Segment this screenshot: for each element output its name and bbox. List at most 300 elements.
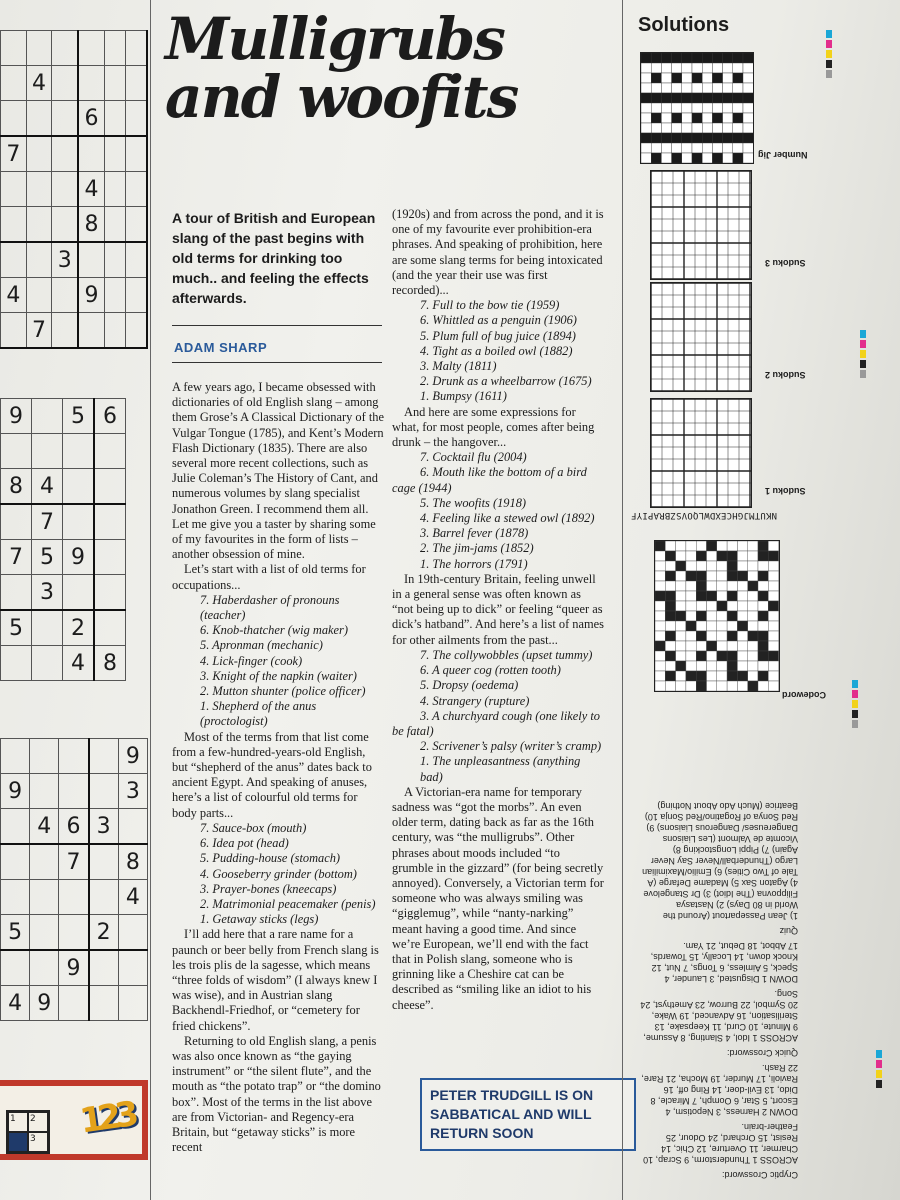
codeword-cell bbox=[748, 681, 758, 691]
paragraph: Most of the terms from that list come from a few-hundred-years-old English, but “shepherd of the anus” dates back to ancient Egypt. And speaking of anuses, here’s a list of colourful old terms for body parts... bbox=[172, 729, 372, 820]
codeword-cell bbox=[727, 571, 737, 581]
list-item: 2. Drunk as a wheelbarrow (1675) bbox=[420, 374, 592, 389]
number-jig-cell bbox=[743, 113, 753, 123]
number-jig-cell bbox=[723, 103, 733, 113]
number-jig-cell bbox=[723, 63, 733, 73]
number-jig-cell bbox=[682, 103, 692, 113]
list-item: 1. Shepherd of the anus (proctologist) bbox=[200, 699, 317, 729]
number-jig-cell bbox=[651, 153, 661, 163]
sudoku-cell bbox=[63, 575, 95, 611]
codeword-cell bbox=[748, 641, 758, 651]
list-item: 3. Malty (1811) bbox=[420, 359, 497, 374]
codeword-cell bbox=[768, 641, 778, 651]
codeword-cell bbox=[748, 661, 758, 671]
number-jig-cell bbox=[702, 133, 712, 143]
solution-entry: Quick Crossword: bbox=[726, 1048, 798, 1058]
codeword-cell bbox=[717, 591, 727, 601]
codeword-cell bbox=[748, 561, 758, 571]
number-jig-cell bbox=[733, 103, 743, 113]
solution-entry: 1) Jean Passepartout (Around the World in 80 Days) 2) Nastasya Filippovna (The Idiot) 3) Dr Stangelove 4) Agaton Sax 5) Madame Defarge (A Tale of Two Cities) 6) Emilio/Maximilian Largo (Thunderball/Never Say Never Again) 7) Pippi Longstocking 8) Vicomte de Valmont (Les Liaisons Dangereuses/ Dangerous Liaisons) 9) Red Sonya of Rogatino/Red Sonja 10) Beatrice (Much Ado About Nothing) bbox=[642, 801, 798, 921]
codeword-cell bbox=[768, 681, 778, 691]
codeword-cell bbox=[768, 631, 778, 641]
mini-grid-cell: 2 bbox=[28, 1112, 48, 1132]
sudoku-cell bbox=[32, 646, 63, 681]
codeword-cell bbox=[655, 601, 665, 611]
sudoku-cell bbox=[118, 809, 147, 845]
codeword-cell bbox=[686, 651, 696, 661]
list-item: 6. Knob-thatcher (wig maker) bbox=[200, 623, 348, 638]
sudoku-cell bbox=[59, 739, 89, 774]
codeword-cell bbox=[758, 591, 768, 601]
codeword-cell bbox=[717, 571, 727, 581]
list-item: 1. Getaway sticks (legs) bbox=[200, 912, 319, 927]
number-jig-cell bbox=[712, 143, 722, 153]
sudoku-cell bbox=[78, 313, 104, 349]
codeword-cell bbox=[727, 581, 737, 591]
codeword-cell bbox=[737, 571, 747, 581]
sudoku-cell bbox=[118, 915, 147, 951]
solution-label: Number Jig bbox=[758, 150, 808, 160]
sudoku-cell bbox=[125, 136, 147, 172]
sudoku-grid-3 bbox=[0, 738, 148, 1021]
sudoku-cell bbox=[125, 31, 147, 66]
codeword-cell bbox=[768, 551, 778, 561]
number-jig-cell bbox=[672, 73, 682, 83]
number-jig-cell bbox=[661, 103, 671, 113]
number-jig-cell bbox=[712, 123, 722, 133]
sudoku-grid-2 bbox=[0, 398, 126, 681]
paragraph: I’ll add here that a rare name for a paunch or beer belly from French slang is les trois plis de la sagesse, which means “three folds of wisdom” (I always knew I was wise), and in Austrian slang Backhendl-Friedhof, or “cemetery for fried chickens”. bbox=[172, 927, 379, 1033]
sudoku-cell: 8 bbox=[1, 469, 32, 505]
codeword-cell bbox=[665, 611, 675, 621]
sudoku-cell bbox=[1, 172, 27, 207]
sudoku-cell bbox=[30, 844, 59, 880]
number-jig-cell bbox=[692, 103, 702, 113]
sudoku-cell: 2 bbox=[63, 610, 95, 646]
codeword-cell bbox=[737, 611, 747, 621]
sudoku-cell bbox=[104, 66, 125, 101]
sudoku-cell: 5 bbox=[63, 399, 95, 434]
list-item: 1. The horrors (1791) bbox=[420, 556, 528, 571]
number-jig-cell bbox=[702, 53, 712, 63]
number-jig-cell bbox=[672, 93, 682, 103]
number-jig-cell bbox=[661, 113, 671, 123]
article-title bbox=[165, 5, 605, 131]
sudoku-cell: 6 bbox=[78, 101, 104, 137]
codeword-cell bbox=[748, 651, 758, 661]
column-rule bbox=[622, 0, 623, 1200]
sudoku-1-solution bbox=[650, 398, 752, 508]
sudoku-cell bbox=[78, 31, 104, 66]
list-item: 6. Whittled as a penguin (1906) bbox=[420, 313, 577, 328]
sudoku-cell bbox=[94, 469, 126, 505]
sudoku-strip bbox=[0, 0, 148, 1200]
sudoku-cell bbox=[26, 172, 52, 207]
codeword-cell bbox=[737, 631, 747, 641]
sudoku-cell bbox=[1, 101, 27, 137]
sudoku-cell bbox=[1, 242, 27, 278]
codeword-cell bbox=[686, 671, 696, 681]
sudoku-cell bbox=[52, 172, 78, 207]
mini-grid-cell bbox=[8, 1132, 28, 1152]
number-jig-cell bbox=[672, 113, 682, 123]
number-jig-cell bbox=[661, 63, 671, 73]
codeword-cell bbox=[696, 561, 706, 571]
number-jig-cell bbox=[692, 113, 702, 123]
codeword-cell bbox=[727, 671, 737, 681]
codeword-cell bbox=[707, 661, 717, 671]
solution-entry: DOWN 1 Disgusted, 3 Launder, 4 Speck, 5 Aimless, 6 Tongs, 7 Nut, 12 Knock down, 14 Locally, 15 Towards, 17 Abbot, 18 Debut, 21 Yam. bbox=[650, 941, 798, 984]
codeword-cell bbox=[727, 551, 737, 561]
codeword-cell bbox=[758, 551, 768, 561]
sudoku-cell bbox=[30, 880, 59, 915]
codeword-cell bbox=[676, 581, 686, 591]
codeword-cell bbox=[686, 581, 696, 591]
divider bbox=[172, 362, 382, 363]
number-jig-cell bbox=[712, 83, 722, 93]
codeword-cell bbox=[737, 641, 747, 651]
sudoku-cell bbox=[1, 66, 27, 101]
number-jig-cell bbox=[743, 63, 753, 73]
codeword-cell bbox=[768, 651, 778, 661]
list-item: 5. Apronman (mechanic) bbox=[200, 638, 323, 653]
codeword-cell bbox=[665, 551, 675, 561]
codeword-cell bbox=[717, 641, 727, 651]
sudoku-cell bbox=[125, 278, 147, 313]
number-jig-cell bbox=[641, 153, 651, 163]
sudoku-cell: 9 bbox=[63, 540, 95, 575]
codeword-cell bbox=[717, 601, 727, 611]
sudoku-cell: 9 bbox=[59, 950, 89, 986]
number-jig-cell bbox=[641, 53, 651, 63]
number-jig-cell bbox=[743, 93, 753, 103]
codeword-cell bbox=[717, 541, 727, 551]
codeword-cell bbox=[696, 591, 706, 601]
column-rule bbox=[150, 0, 151, 1200]
codeword-cell bbox=[758, 571, 768, 581]
sudoku-cell bbox=[52, 66, 78, 101]
number-jig-cell bbox=[743, 53, 753, 63]
sudoku-cell: 6 bbox=[59, 809, 89, 845]
codeword-cell bbox=[768, 611, 778, 621]
codeword-cell bbox=[655, 661, 665, 671]
sudoku-cell bbox=[104, 101, 125, 137]
sudoku-cell bbox=[32, 434, 63, 469]
sudoku-cell bbox=[26, 278, 52, 313]
codeword-cell bbox=[727, 601, 737, 611]
codeword-cell bbox=[655, 641, 665, 651]
number-jig-cell bbox=[682, 63, 692, 73]
number-jig-cell bbox=[712, 153, 722, 163]
number-jig-cell bbox=[692, 153, 702, 163]
number-jig-cell bbox=[682, 113, 692, 123]
codeword-cell bbox=[665, 581, 675, 591]
codeword-cell bbox=[696, 611, 706, 621]
codeword-cell bbox=[737, 661, 747, 671]
list-item: 6. Mouth like the bottom of a bird cage (1944) bbox=[392, 465, 587, 495]
byline: ADAM SHARP bbox=[174, 340, 268, 355]
number-jig-cell bbox=[702, 153, 712, 163]
sudoku-cell bbox=[59, 774, 89, 809]
list-item: 2. Scrivener’s palsy (writer’s cramp) bbox=[420, 739, 602, 754]
list-item: 1. The unpleasantness (anything bad) bbox=[420, 754, 581, 784]
print-registration-marks bbox=[852, 680, 858, 730]
sudoku-cell bbox=[125, 101, 147, 137]
codeword-cell bbox=[768, 591, 778, 601]
sudoku-3-solution bbox=[650, 170, 752, 280]
number-jig-cell bbox=[723, 53, 733, 63]
sudoku-cell: 2 bbox=[89, 915, 119, 951]
codeword-cell bbox=[676, 661, 686, 671]
codeword-cell bbox=[717, 621, 727, 631]
sudoku-cell: 9 bbox=[1, 399, 32, 434]
codeword-cell bbox=[768, 581, 778, 591]
puzzle-logo: 123 bbox=[77, 1094, 136, 1142]
number-jig-cell bbox=[692, 123, 702, 133]
sudoku-cell bbox=[63, 469, 95, 505]
codeword-cell bbox=[758, 651, 768, 661]
number-jig-cell bbox=[641, 113, 651, 123]
codeword-cell bbox=[748, 541, 758, 551]
codeword-cell bbox=[748, 601, 758, 611]
codeword-cell bbox=[676, 611, 686, 621]
number-jig-cell bbox=[723, 143, 733, 153]
sudoku-cell bbox=[59, 880, 89, 915]
list-item: 4. Gooseberry grinder (bottom) bbox=[200, 866, 357, 881]
codeword-cell bbox=[727, 591, 737, 601]
list-item: 3. Prayer-bones (kneecaps) bbox=[200, 881, 337, 896]
codeword-cell bbox=[686, 641, 696, 651]
number-jig-cell bbox=[733, 63, 743, 73]
codeword-cell bbox=[768, 561, 778, 571]
article-column-2 bbox=[392, 207, 604, 1013]
number-jig-cell bbox=[702, 103, 712, 113]
number-jig-cell bbox=[692, 143, 702, 153]
sudoku-cell bbox=[1, 739, 30, 774]
codeword-cell bbox=[717, 681, 727, 691]
sudoku-cell: 9 bbox=[78, 278, 104, 313]
codeword-cell bbox=[676, 651, 686, 661]
codeword-cell bbox=[665, 661, 675, 671]
codeword-cell bbox=[707, 611, 717, 621]
sudoku-cell bbox=[26, 31, 52, 66]
number-jig-cell bbox=[702, 143, 712, 153]
list-item: 5. Pudding-house (stomach) bbox=[200, 851, 341, 866]
codeword-cell bbox=[707, 591, 717, 601]
number-jig-cell bbox=[723, 83, 733, 93]
codeword-cell bbox=[655, 631, 665, 641]
sudoku-cell bbox=[94, 540, 126, 575]
codeword-cell bbox=[707, 621, 717, 631]
puzzle-logo-panel bbox=[0, 1080, 148, 1160]
codeword-cell bbox=[707, 551, 717, 561]
codeword-cell bbox=[696, 621, 706, 631]
codeword-cell bbox=[717, 581, 727, 591]
paragraph: Let’s start with a list of old terms for occupations... bbox=[172, 562, 366, 592]
sudoku-cell bbox=[94, 504, 126, 540]
solution-entry: ACROSS 1 Thunderstorm, 9 Scrap, 10 Charmer, 11 Overture, 12 Chic, 14 Resist, 15 Orchard, 24 Odour, 25 Feather-brain. bbox=[643, 1122, 798, 1165]
number-jig-cell bbox=[682, 143, 692, 153]
list-item: 4. Strangery (rupture) bbox=[420, 693, 530, 708]
number-jig-cell bbox=[723, 73, 733, 83]
list-item: 3. Knight of the napkin (waiter) bbox=[200, 668, 357, 683]
codeword-cell bbox=[665, 561, 675, 571]
codeword-cell bbox=[748, 581, 758, 591]
codeword-cell bbox=[758, 681, 768, 691]
number-jig-solution bbox=[640, 52, 754, 164]
number-jig-cell bbox=[641, 123, 651, 133]
number-jig-cell bbox=[733, 73, 743, 83]
number-jig-grid bbox=[641, 53, 753, 163]
number-jig-cell bbox=[672, 153, 682, 163]
codeword-cell bbox=[727, 651, 737, 661]
codeword-cell bbox=[676, 541, 686, 551]
number-jig-cell bbox=[692, 73, 702, 83]
solution-label: Sudoku 2 bbox=[765, 370, 806, 380]
codeword-cell bbox=[758, 641, 768, 651]
sudoku-cell bbox=[26, 101, 52, 137]
solutions-heading: Solutions bbox=[638, 14, 730, 36]
list-item: 3. A churchyard cough (one likely to be fatal) bbox=[392, 708, 600, 738]
number-jig-cell bbox=[682, 93, 692, 103]
paragraph: And here are some expressions for what, for most people, comes after being drunk – the hangover... bbox=[392, 404, 595, 450]
number-jig-cell bbox=[702, 83, 712, 93]
sudoku-cell bbox=[63, 504, 95, 540]
number-jig-cell bbox=[702, 93, 712, 103]
number-jig-cell bbox=[702, 113, 712, 123]
solution-entry: Cryptic Crossword: bbox=[721, 1170, 798, 1180]
codeword-cell bbox=[686, 591, 696, 601]
sudoku-cell bbox=[1, 646, 32, 681]
codeword-cell bbox=[655, 681, 665, 691]
number-jig-cell bbox=[661, 123, 671, 133]
sudoku-cell bbox=[59, 986, 89, 1021]
codeword-cell bbox=[665, 541, 675, 551]
sudoku-cell bbox=[125, 172, 147, 207]
codeword-cell bbox=[707, 561, 717, 571]
sudoku-cell bbox=[118, 986, 147, 1021]
codeword-cell bbox=[717, 611, 727, 621]
print-registration-marks bbox=[826, 30, 832, 80]
codeword-cell bbox=[748, 611, 758, 621]
codeword-cell bbox=[707, 601, 717, 611]
codeword-cell bbox=[707, 681, 717, 691]
mini-sudoku-grid bbox=[651, 399, 751, 507]
codeword-cell bbox=[717, 651, 727, 661]
sudoku-cell bbox=[78, 242, 104, 278]
sudoku-cell bbox=[104, 313, 125, 349]
codeword-cell bbox=[686, 681, 696, 691]
sudoku-cell bbox=[59, 915, 89, 951]
codeword-cell bbox=[737, 581, 747, 591]
sudoku-cell: 3 bbox=[32, 575, 63, 611]
sudoku-cell: 7 bbox=[26, 313, 52, 349]
paragraph: In 19th-century Britain, feeling unwell in a general sense was often known as “not being up to dick” or feeling “queer as dick’s hatband”. And here’s a list of names for other ailments from the past... bbox=[392, 571, 604, 647]
codeword-cell bbox=[686, 551, 696, 561]
number-jig-cell bbox=[661, 83, 671, 93]
sudoku-cell bbox=[104, 136, 125, 172]
list-item: 2. Mutton shunter (police officer) bbox=[200, 684, 366, 699]
number-jig-cell bbox=[651, 93, 661, 103]
sudoku-cell: 5 bbox=[32, 540, 63, 575]
sudoku-cell: 7 bbox=[1, 540, 32, 575]
sudoku-cell bbox=[78, 66, 104, 101]
codeword-cell bbox=[748, 591, 758, 601]
print-registration-marks bbox=[860, 330, 866, 380]
number-jig-cell bbox=[682, 153, 692, 163]
list-item: 2. The jim-jams (1852) bbox=[420, 541, 534, 556]
codeword-cell bbox=[737, 591, 747, 601]
number-jig-cell bbox=[651, 83, 661, 93]
sudoku-cell: 4 bbox=[32, 469, 63, 505]
codeword-cell bbox=[727, 641, 737, 651]
sudoku-cell bbox=[26, 136, 52, 172]
sudoku-cell bbox=[1, 809, 30, 845]
sudoku-cell bbox=[30, 915, 59, 951]
number-jig-cell bbox=[712, 113, 722, 123]
number-jig-cell bbox=[661, 53, 671, 63]
number-jig-cell bbox=[651, 143, 661, 153]
list-item: 3. Barrel fever (1878) bbox=[420, 526, 529, 541]
sudoku-cell bbox=[26, 242, 52, 278]
codeword-cell bbox=[768, 621, 778, 631]
codeword-cell bbox=[686, 631, 696, 641]
codeword-cell bbox=[665, 671, 675, 681]
sudoku-cell: 7 bbox=[1, 136, 27, 172]
number-jig-cell bbox=[672, 123, 682, 133]
codeword-cell bbox=[686, 621, 696, 631]
number-jig-cell bbox=[712, 63, 722, 73]
number-jig-cell bbox=[733, 113, 743, 123]
codeword-cell bbox=[707, 651, 717, 661]
codeword-cell bbox=[727, 561, 737, 571]
number-jig-cell bbox=[712, 133, 722, 143]
codeword-cell bbox=[758, 631, 768, 641]
solution-entry: DOWN 2 Harness, 3 Nepotism, 4 Escort, 5 Star, 6 Oomph, 7 Miracle, 8 Dido, 13 Evil-doer, 14 Ring off, 16 Ravioli, 17 Murder, 19 Mocha, 21 Rare, 22 Rash. bbox=[641, 1063, 798, 1117]
sudoku-cell bbox=[89, 880, 119, 915]
sudoku-cell bbox=[1, 950, 30, 986]
codeword-cell bbox=[748, 551, 758, 561]
number-jig-cell bbox=[661, 143, 671, 153]
list-item: 6. A queer cog (rotten tooth) bbox=[420, 663, 561, 678]
sudoku-cell bbox=[78, 136, 104, 172]
sudoku-cell bbox=[26, 207, 52, 243]
number-jig-cell bbox=[641, 73, 651, 83]
sudoku-cell bbox=[30, 774, 59, 809]
codeword-cell bbox=[696, 661, 706, 671]
number-jig-cell bbox=[672, 83, 682, 93]
codeword-cell bbox=[727, 611, 737, 621]
codeword-cell bbox=[665, 601, 675, 611]
codeword-cell bbox=[707, 631, 717, 641]
list-item: 4. Feeling like a stewed owl (1892) bbox=[420, 511, 595, 526]
number-jig-cell bbox=[743, 103, 753, 113]
sudoku-cell bbox=[52, 313, 78, 349]
codeword-cell bbox=[768, 571, 778, 581]
number-jig-cell bbox=[651, 63, 661, 73]
number-jig-cell bbox=[682, 73, 692, 83]
sudoku-cell bbox=[30, 739, 59, 774]
number-jig-cell bbox=[743, 133, 753, 143]
number-jig-cell bbox=[723, 153, 733, 163]
codeword-cell bbox=[717, 561, 727, 571]
sudoku-cell: 9 bbox=[30, 986, 59, 1021]
codeword-cell bbox=[768, 601, 778, 611]
codeword-cell bbox=[665, 631, 675, 641]
sudoku-cell bbox=[94, 434, 126, 469]
mini-sudoku-grid bbox=[651, 283, 751, 391]
paragraph: A Victorian-era name for temporary sadness was “got the morbs”. An even older term, dating back as far as the 16th century, was “the mulligrubs”. Other phrases about moods included “to grumble in the gizzard” (for being secretly annoyed). Conversely, a Victorian term for someone who was always smiling was “gigglemug”, while “nanty-narking” meant having a good time. And since we’re European, we’ll end with the fact that in Polish slang, someone who is grinning like a Cheshire cat can be described as “smiling like an idiot to his cheese”. bbox=[392, 784, 604, 1012]
